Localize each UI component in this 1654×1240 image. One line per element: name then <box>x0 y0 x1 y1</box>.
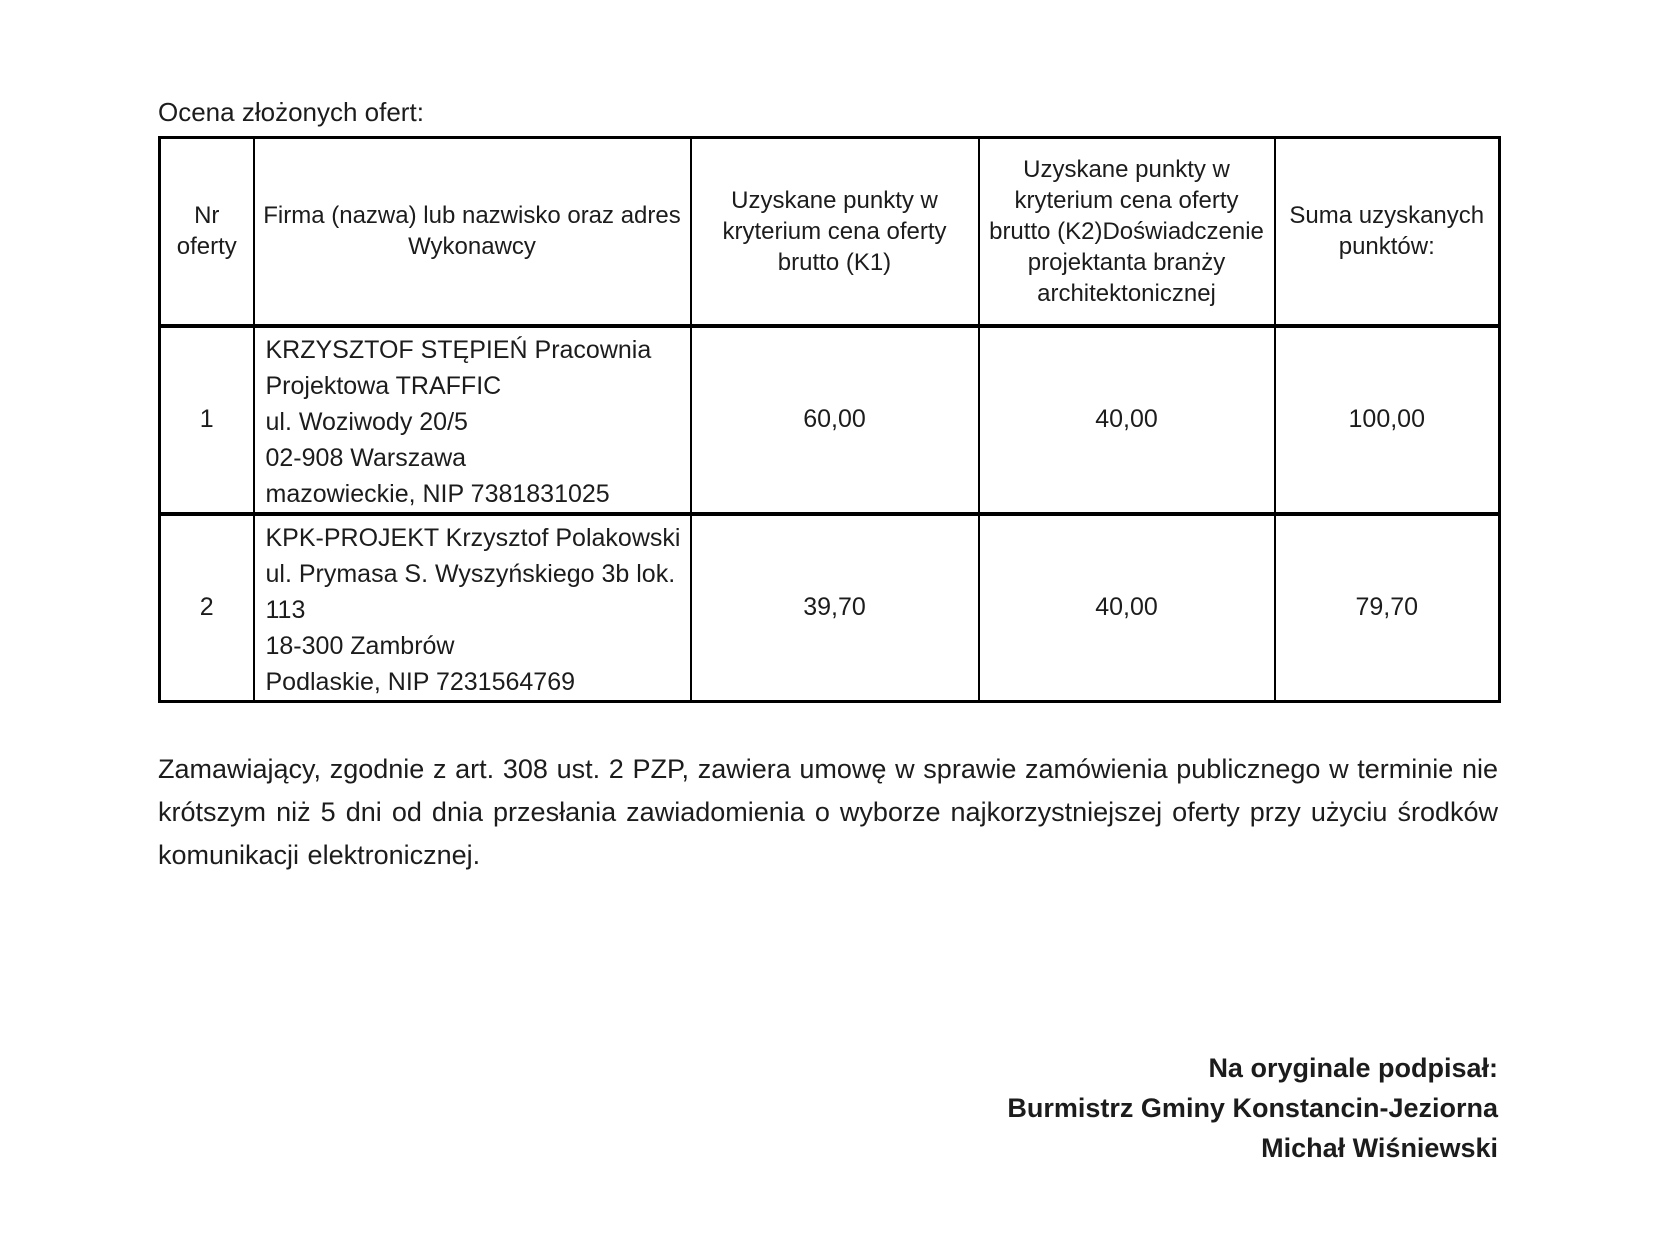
table-header-row <box>160 138 1500 326</box>
header-line: oferty <box>176 233 237 261</box>
page-title: Ocena złożonych ofert: <box>158 97 424 127</box>
contractor-line: 02-908 Warszawa <box>265 443 467 472</box>
cell-points-k2: 40,00 <box>979 514 1275 702</box>
contractor-line: Podlaskie, NIP 7231564769 <box>265 667 575 696</box>
header-line: Uzyskane punkty w <box>1023 155 1230 183</box>
header-line: Uzyskane punkty w <box>731 186 938 214</box>
header-line: brutto (K1) <box>777 248 892 276</box>
signature-line-name: Michał Wiśniewski <box>1261 1132 1498 1163</box>
header-cell-contractor <box>254 138 691 326</box>
cell-points-total: 100,00 <box>1275 326 1500 514</box>
header-line: brutto (K2)Doświadczenie <box>989 217 1264 245</box>
header-cell-points-k2 <box>979 138 1275 326</box>
signature-line-role: Burmistrz Gminy Konstancin-Jeziorna <box>1007 1092 1498 1123</box>
header-line: Suma uzyskanych <box>1289 202 1485 230</box>
cell-offer-number: 2 <box>160 514 254 702</box>
header-cell-offer-number <box>160 138 254 326</box>
header-line: Wykonawcy <box>408 233 536 261</box>
contractor-line: ul. Woziwody 20/5 <box>265 407 468 436</box>
cell-points-k2: 40,00 <box>979 326 1275 514</box>
contractor-line: mazowieckie, NIP 7381831025 <box>265 479 610 508</box>
header-line: projektanta branży <box>1027 248 1226 276</box>
header-line: Nr <box>194 202 220 230</box>
table-row-offer-1 <box>160 326 1500 514</box>
contractor-line: KPK-PROJEKT Krzysztof Polakowski <box>265 523 681 552</box>
header-line: kryterium cena oferty <box>1014 186 1239 214</box>
offers-evaluation-table <box>158 136 1501 703</box>
header-line: architektonicznej <box>1037 279 1216 307</box>
signature-line-caption: Na oryginale podpisał: <box>1208 1052 1498 1083</box>
contractor-line: ul. Prymasa S. Wyszyńskiego 3b lok. <box>265 559 676 588</box>
signature-block <box>158 1048 1498 1168</box>
cell-contractor <box>254 514 691 702</box>
cell-offer-number: 1 <box>160 326 254 514</box>
table-row-offer-2 <box>160 514 1500 702</box>
header-line: kryterium cena oferty <box>722 217 947 245</box>
header-cell-points-k1 <box>691 138 979 326</box>
cell-points-k1: 39,70 <box>691 514 979 702</box>
contractor-line: 18-300 Zambrów <box>265 631 455 660</box>
cell-points-total: 79,70 <box>1275 514 1500 702</box>
contractor-line: 113 <box>265 595 306 624</box>
header-line: Firma (nazwa) lub nazwisko oraz adres <box>263 202 681 230</box>
legal-paragraph: Zamawiający, zgodnie z art. 308 ust. 2 PZP, zawiera umowę w sprawie zamówienia publicznego w terminie nie krótszym niż 5 dni od dnia przesłania zawiadomienia o wyborze najkorzystniejszej oferty przy użyciu środków komunikacji elektronicznej. <box>158 753 1498 870</box>
contractor-line: KRZYSZTOF STĘPIEŃ Pracownia <box>265 335 652 364</box>
cell-points-k1: 60,00 <box>691 326 979 514</box>
header-cell-points-total <box>1275 138 1500 326</box>
header-line: punktów: <box>1338 233 1435 261</box>
document-content <box>158 97 1498 1168</box>
cell-contractor <box>254 326 691 514</box>
contractor-line: Projektowa TRAFFIC <box>265 371 502 400</box>
